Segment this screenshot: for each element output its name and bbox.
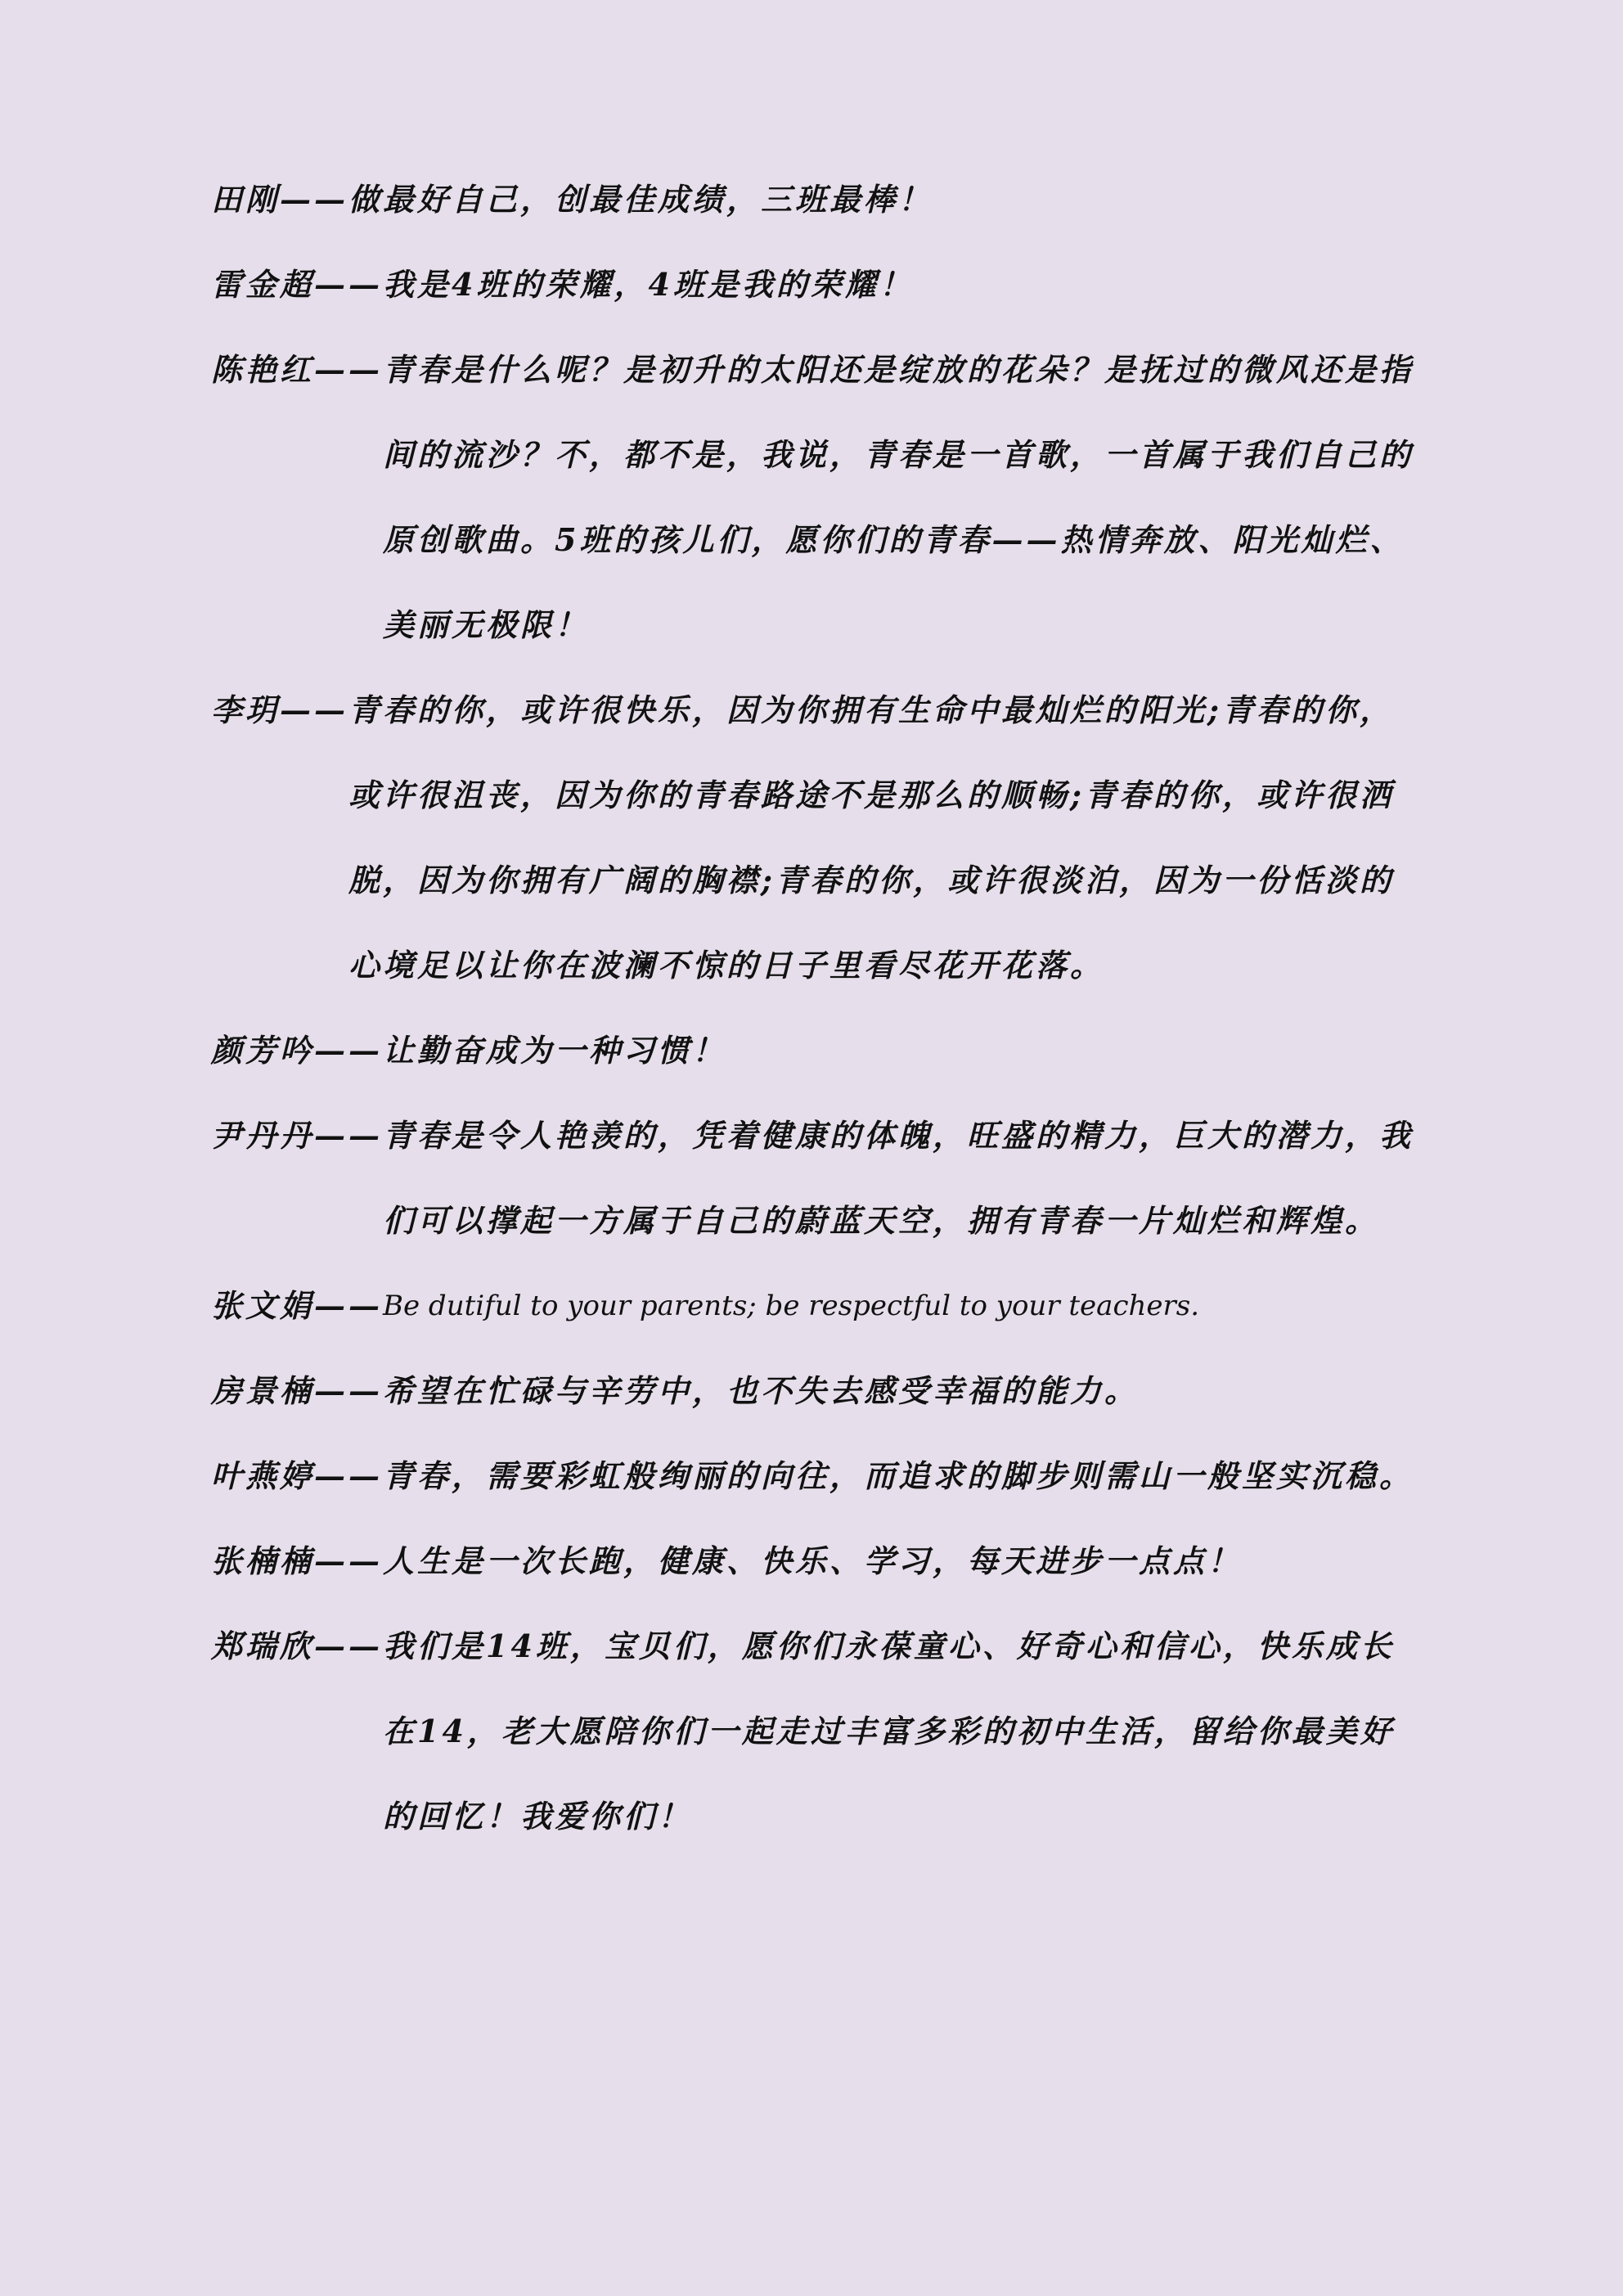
entry-ye-yanting	[211, 1434, 1422, 1519]
entry-name: 房景楠——	[211, 1372, 384, 1409]
entry-fang-jingnan	[211, 1348, 1422, 1434]
entry-text: 青春是什么呢？是初升的太阳还是绽放的花朵？是抚过的微风还是指间的流沙？不，都不是，我说，青春是一首歌，一首属于我们自己的原创歌曲。5班的孩儿们，愿你们的青春——热情奔放、阳光灿烂、美丽无极限！	[383, 351, 1414, 643]
entry-name: 张楠楠——	[211, 1542, 384, 1579]
entry-name: 尹丹丹——	[211, 1117, 384, 1154]
entry-name: 李玥——	[211, 691, 349, 728]
entry-li-yue	[211, 668, 1422, 1008]
entry-tian-gang	[211, 157, 1422, 242]
entry-text: 希望在忙碌与辛劳中，也不失去感受幸福的能力。	[383, 1372, 1140, 1409]
entry-chen-yanhong	[211, 327, 1422, 668]
entry-zhang-wenjuan	[211, 1263, 1422, 1348]
entry-text: 人生是一次长跑，健康、快乐、学习，每天进步一点点！	[383, 1542, 1243, 1579]
entry-text: 青春，需要彩虹般绚丽的向往，而追求的脚步则需山一般坚实沉稳。	[383, 1457, 1414, 1494]
entry-text: 让勤奋成为一种习惯！	[383, 1032, 727, 1069]
entry-zhang-nannan	[211, 1519, 1422, 1604]
entry-text: 青春是令人艳羡的，凭着健康的体魄，旺盛的精力，巨大的潜力，我们可以撑起一方属于自己的蔚蓝天空，拥有青春一片灿烂和辉煌。	[383, 1117, 1414, 1239]
entry-name: 田刚——	[211, 181, 349, 218]
entry-zheng-ruixin	[211, 1604, 1422, 1859]
entry-yan-fangyin	[211, 1008, 1422, 1093]
entry-yin-dandan	[211, 1093, 1422, 1263]
entry-lei-jinchao	[211, 242, 1422, 327]
entry-name: 雷金超——	[211, 266, 384, 303]
entry-text: 我们是14班，宝贝们，愿你们永葆童心、好奇心和信心，快乐成长在14，老大愿陪你们一起走过丰富多彩的初中生活，留给你最美好的回忆！我爱你们！	[383, 1627, 1395, 1835]
entry-text: Be dutiful to your parents; be respectful to your teachers.	[383, 1290, 1200, 1322]
entry-name: 陈艳红——	[211, 351, 384, 388]
entry-name: 张文娟——	[211, 1287, 384, 1324]
document-body	[211, 157, 1422, 1859]
entry-text: 我是4班的荣耀，4班是我的荣耀！	[383, 266, 914, 303]
entry-name: 郑瑞欣——	[211, 1627, 384, 1664]
entry-name: 叶燕婷——	[211, 1457, 384, 1494]
entry-name: 颜芳吟——	[211, 1032, 384, 1069]
entry-text: 青春的你，或许很快乐，因为你拥有生命中最灿烂的阳光;青春的你，或许很沮丧，因为你的青春路途不是那么的顺畅;青春的你，或许很洒脱，因为你拥有广阔的胸襟;青春的你，或许很淡泊，因为一份恬淡的心境足以让你在波澜不惊的日子里看尽花开花落。	[348, 691, 1395, 984]
entry-text: 做最好自己，创最佳成绩，三班最棒！	[348, 181, 933, 218]
